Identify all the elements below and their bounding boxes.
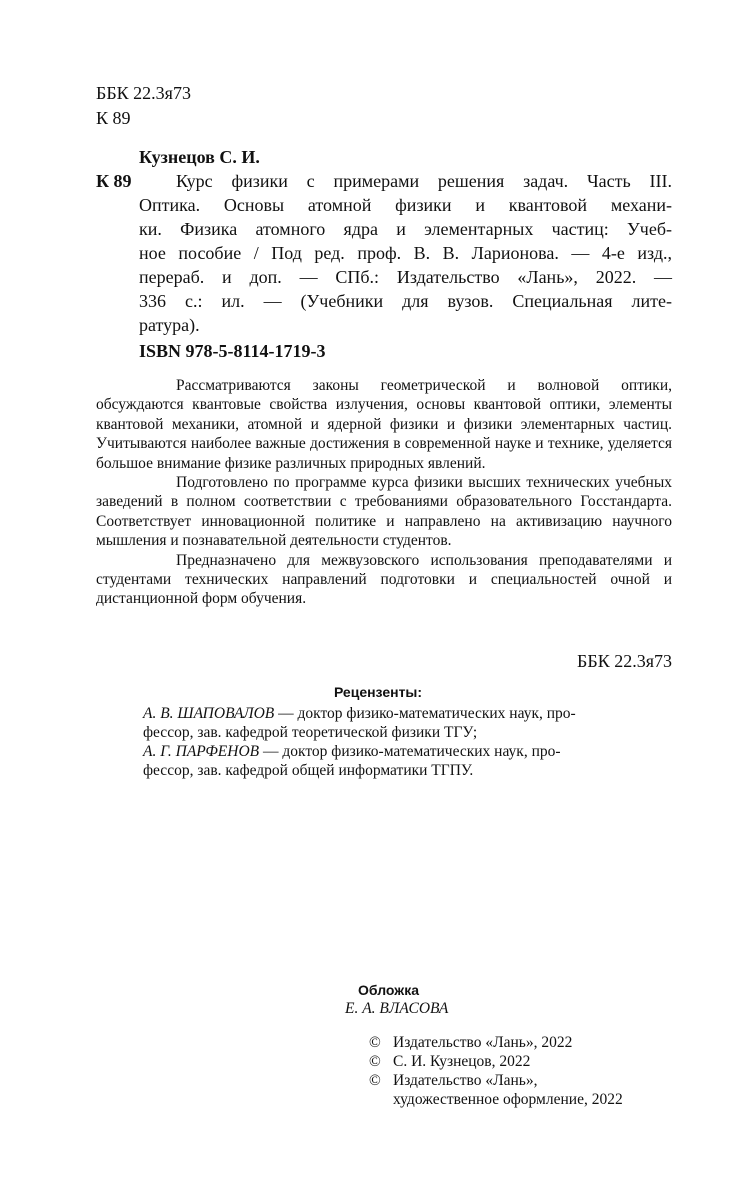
annotation-paragraph: Предназначено для межвузовского использования преподавателями и студентами технических направлений подготовки и специальностей очной и дистанционной форм обучения.: [96, 551, 672, 608]
description-line: ратура).: [139, 315, 200, 335]
copyright-text: Издательство «Лань»,: [393, 1072, 538, 1089]
description-line: Оптика. Основы атомной физики и квантовой механи-: [139, 195, 672, 215]
annotation-paragraph: Подготовлено по программе курса физики высших технических учебных заведений в полном соответствии с требованиями образовательного Госстандарта. Соответствует инновационной политике и направлено на активизацию научного мышления и познавательной деятельности студентов.: [96, 474, 672, 550]
author-mark-header: К 89: [96, 108, 131, 128]
copyright-line-cont: [369, 1090, 623, 1110]
copyright-icon: ©: [369, 1034, 381, 1051]
annotation: [96, 376, 672, 609]
reviewer-credentials: — доктор физико-математических наук, про-: [259, 743, 561, 760]
bbk-code-footer: ББК 22.3я73: [577, 651, 672, 671]
copyright-icon: ©: [369, 1053, 381, 1070]
reviewer-name: А. Г. ПАРФЕНОВ: [143, 743, 260, 760]
isbn: ISBN 978-5-8114-1719-3: [139, 341, 326, 361]
description-line: перераб. и доп. — СПб.: Издательство «Лань», 2022. —: [139, 267, 672, 287]
reviewer-entry: [143, 742, 561, 761]
copyright-text: Издательство «Лань», 2022: [393, 1034, 573, 1051]
description-line: ки. Физика атомного ядра и элементарных частиц: Учеб-: [139, 219, 672, 239]
description-line: Курс физики с примерами решения задач. Часть III.: [176, 171, 672, 191]
entry-author-mark: К 89: [96, 171, 132, 191]
cover-title: Обложка: [358, 982, 419, 998]
copyright-text: С. И. Кузнецов, 2022: [393, 1053, 531, 1070]
copyright-line: [369, 1033, 572, 1053]
reviewer-credentials-cont: фессор, зав. кафедрой общей информатики ТГПУ.: [143, 762, 474, 779]
copyright-line: [369, 1071, 537, 1091]
author-name: Кузнецов С. И.: [139, 147, 260, 167]
bbk-code-header: ББК 22.3я73: [96, 83, 191, 103]
reviewers-title: Рецензенты:: [333, 684, 423, 700]
reviewer-credentials-cont: фессор, зав. кафедрой теоретической физики ТГУ;: [143, 724, 478, 741]
description-line: 336 с.: ил. — (Учебники для вузов. Специальная лите-: [139, 291, 672, 311]
cover-designer: Е. А. ВЛАСОВА: [345, 1000, 449, 1017]
copyright-line: [369, 1052, 530, 1072]
reviewer-name: А. В. ШАПОВАЛОВ: [143, 705, 275, 722]
reviewer-credentials: — доктор физико-математических наук, про-: [274, 705, 576, 722]
description-line: ное пособие / Под ред. проф. В. В. Ларионова. — 4-е изд.,: [139, 243, 672, 263]
copyright-text: художественное оформление, 2022: [393, 1091, 623, 1108]
annotation-paragraph: Рассматриваются законы геометрической и волновой оптики, обсуждаются квантовые свойства излучения, основы квантовой оптики, элементы квантовой механики, атомной и ядерной физики и физики элементарных частиц. Учитываются наиболее важные достижения в современной науке и технике, уделяется большое внимание физике различных природных явлений.: [96, 377, 672, 472]
reviewer-entry: [143, 704, 576, 723]
copyright-icon: ©: [369, 1072, 381, 1089]
